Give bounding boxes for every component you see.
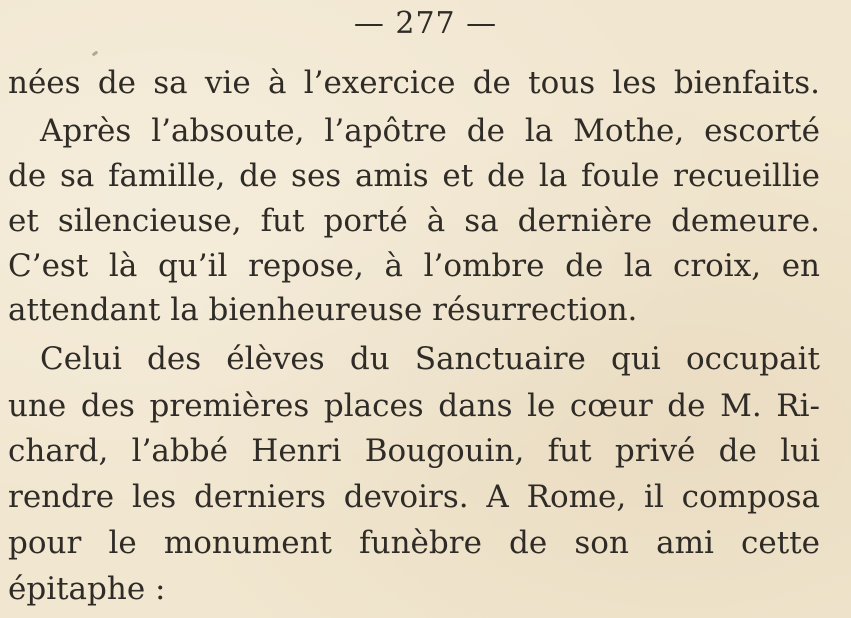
text-line: chard, l’abbé Henri Bougouin, fut privé de lui <box>8 433 820 469</box>
text-line: C’est là qu’il repose, à l’ombre de la croix, en <box>8 248 820 284</box>
text-line: et silencieuse, fut porté à sa dernière demeure. <box>8 203 820 239</box>
page-number: — 277 — <box>353 6 498 41</box>
text-line: nées de sa vie à l’exercice de tous les bienfaits. <box>8 65 820 101</box>
paper-speck <box>92 51 99 57</box>
text-line: épitaphe : <box>8 571 166 607</box>
text-line: Celui des élèves du Sanctuaire qui occupait <box>40 341 820 377</box>
text-line: attendant la bienheureuse résurrection. <box>8 292 638 328</box>
text-line: rendre les derniers devoirs. A Rome, il composa <box>8 479 820 515</box>
text-line: de sa famille, de ses amis et de la foule recueillie <box>8 158 820 194</box>
text-line: une des premières places dans le cœur de M. Ri- <box>8 388 820 424</box>
text-line: pour le monument funèbre de son ami cette <box>8 525 820 561</box>
text-line: Après l’absoute, l’apôtre de la Mothe, escorté <box>40 113 820 149</box>
